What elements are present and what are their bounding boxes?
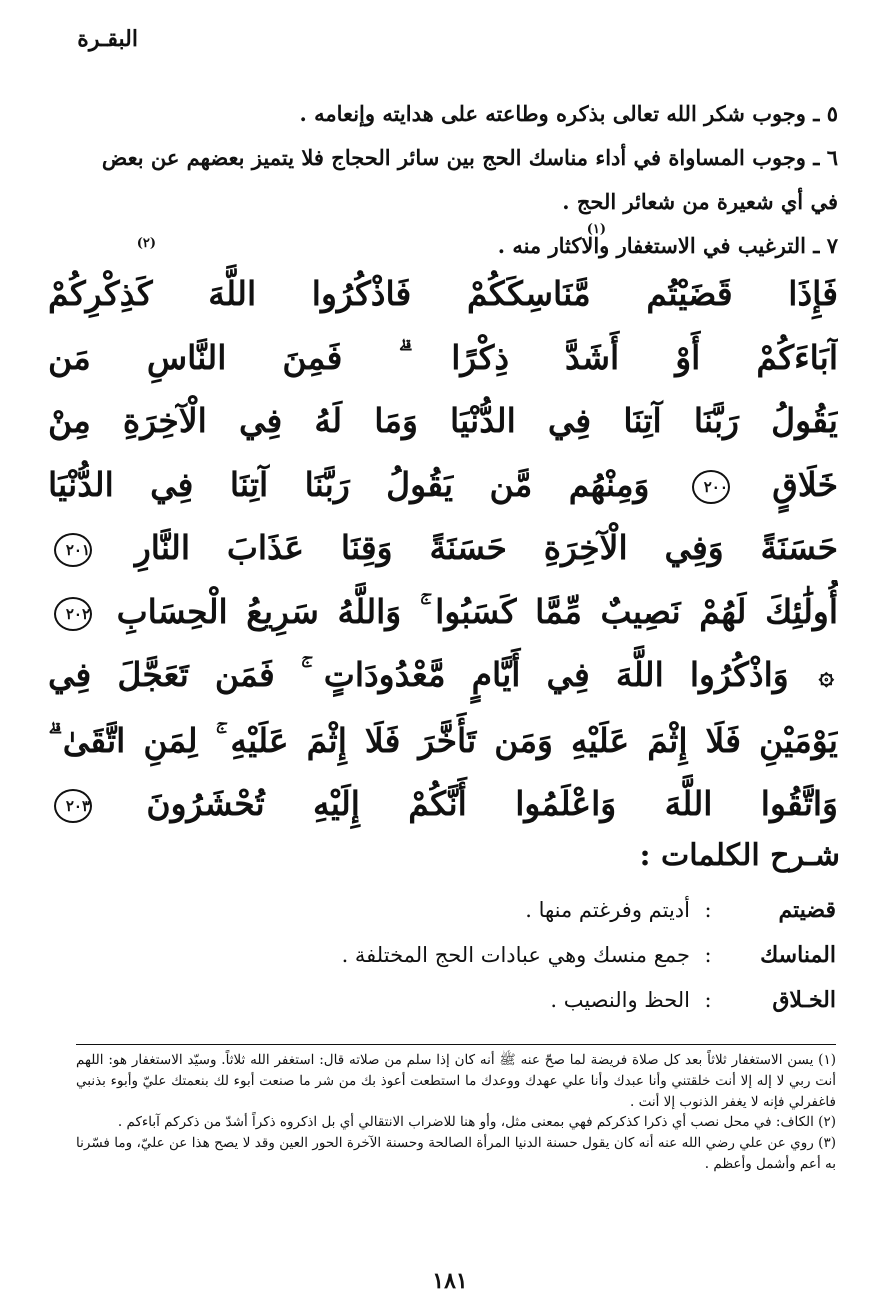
verse-segment: حَسَنَةً وَفِي الْآخِرَةِ حَسَنَةً وَقِنَا عَذَابَ النَّارِ (134, 528, 838, 567)
verse-line (48, 643, 838, 709)
lesson-points (48, 92, 838, 268)
verse-line (48, 453, 838, 517)
verse-number-marker: ٢٠٠ (692, 470, 730, 504)
verse-segment: أُولَٰئِكَ لَهُمْ نَصِيبٌ مِّمَّا كَسَبُوا ۚ وَاللَّهُ سَرِيعُ الْحِسَابِ (116, 591, 838, 631)
glossary-word: الخـلاق (772, 987, 836, 1013)
glossary-title: شـرح الكلمات : (639, 838, 840, 873)
surah-header: البقـرة (77, 26, 138, 52)
verse-line (48, 516, 838, 580)
verse-line (48, 772, 838, 836)
glossary-colon: : (704, 943, 712, 967)
footnote-ref-2: (٢) (136, 236, 156, 251)
glossary-list (56, 888, 836, 1023)
glossary-row (56, 978, 836, 1023)
glossary-definition: أديتم وفرغتم منها . (525, 898, 690, 922)
verse-number-marker: ٢٠٢ (54, 597, 92, 631)
verse-segment: وَاذْكُرُوا اللَّهَ فِي أَيَّامٍ مَّعْدُودَاتٍ ۚ فَمَن تَعَجَّلَ فِي (48, 655, 789, 694)
point-6: ٦ ـ وجوب المساواة في أداء مناسك الحج بين سائر الحجاج فلا يتميز بعضهم عن بعض (101, 145, 838, 170)
verse-line: يَوْمَيْنِ فَلَا إِثْمَ عَلَيْهِ وَمَن تَأَخَّرَ فَلَا إِثْمَ عَلَيْهِ ۚ لِمَنِ اتَّقَىٰ ۗ (48, 720, 838, 760)
glossary-word: المناسك (760, 942, 836, 968)
quran-verses (48, 262, 838, 836)
hizb-star-icon: ۞ (818, 661, 834, 692)
verse-segment: وَمِنْهُم مَّن يَقُولُ رَبَّنَا آتِنَا فِي الدُّنْيَا (48, 464, 650, 504)
point-5: ٥ ـ وجوب شكر الله تعالى بذكره وطاعته على هدايته وإنعامه . (299, 101, 838, 126)
glossary-colon: : (704, 898, 712, 922)
glossary-word: قضيتم (778, 897, 836, 923)
glossary-definition: جمع منسك وهي عبادات الحج المختلفة . (341, 943, 690, 967)
glossary-row (56, 888, 836, 933)
glossary-row (56, 933, 836, 978)
verse-number-marker: ٢٠١ (54, 533, 92, 567)
verse-line: آبَاءَكُمْ أَوْ أَشَدَّ ذِكْرًا ۗ فَمِنَ النَّاسِ مَن (48, 337, 838, 377)
verse-line (48, 580, 838, 644)
point-6-continuation: في أي شعيرة من شعائر الحج . (562, 189, 838, 214)
footnotes (76, 1050, 836, 1175)
verse-line: فَإِذَا قَضَيْتُم مَّنَاسِكَكُمْ فَاذْكُرُوا اللَّهَ كَذِكْرِكُمْ (48, 274, 838, 313)
footnote-ref-1: (١) (586, 222, 606, 237)
verse-line: يَقُولُ رَبَّنَا آتِنَا فِي الدُّنْيَا وَمَا لَهُ فِي الْآخِرَةِ مِنْ (48, 401, 838, 440)
footnote-3: (٣) روي عن علي رضي الله عنه أنه كان يقول حسنة الدنيا المرأة الصالحة وحسنة الآخرة الحور العين وقد لا يصح هذا عن عليّ، وما فسّرنا به أعم وأشمل وأعظم . (76, 1135, 836, 1172)
verse-number-marker: ٢٠٣ (54, 789, 92, 823)
footnote-1: (١) يسن الاستغفار ثلاثاً بعد كل صلاة فريضة لما صحّ عنه ﷺ أنه كان إذا سلم من صلاته قال: استغفر الله ثلاثاً. وسيّد الاستغفار هو: اللهم أنت ربي لا إله إلا أنت خلقتني وأنا عبدك وأنا علي عهدك ووعدك ما استطعت أعوذ بك من شر ما صنعت أبوء لك بنعمتك عليّ وأبوء بذنبي فاغفرلي فإنه لا يغفر الذنوب إلا أنت . (76, 1052, 836, 1110)
verse-segment: خَلَاقٍ (772, 464, 838, 504)
glossary-definition: الحظ والنصيب . (550, 988, 690, 1012)
page-number: ١٨١ (432, 1268, 468, 1294)
footnote-divider (76, 1044, 836, 1045)
glossary-colon: : (704, 988, 712, 1012)
verse-segment: وَاتَّقُوا اللَّهَ وَاعْلَمُوا أَنَّكُمْ إِلَيْهِ تُحْشَرُونَ (146, 784, 838, 824)
point-7-text: ٧ ـ الترغيب في الاستغفار والاكثار منه . (497, 233, 838, 258)
footnote-2: (٢) الكاف: في محل نصب أي ذكرا كذكركم فهي بمعنى مثل، وأو هنا للاضراب الانتقالي أي بل اذكروه ذكراً أشدّ من ذكركم آباءكم . (117, 1114, 836, 1131)
